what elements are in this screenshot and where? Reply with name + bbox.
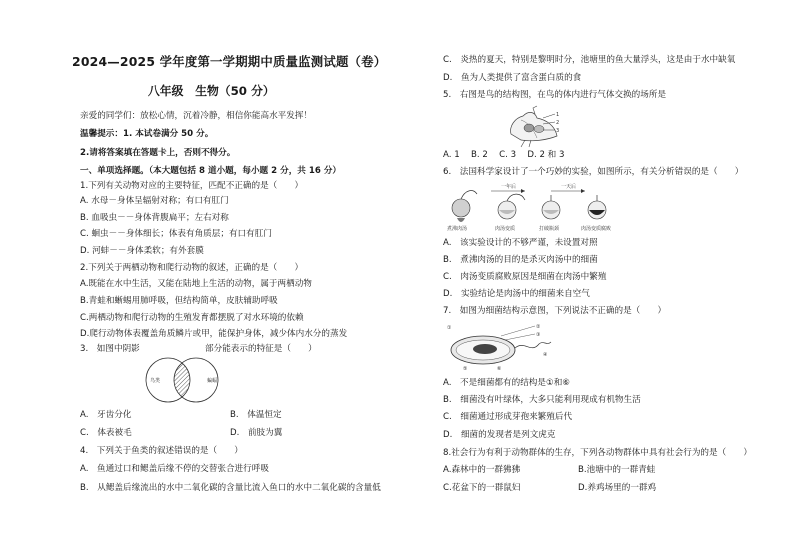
q5-options: A. 1 B. 2 C. 3 D. 2 和 3: [443, 150, 565, 160]
q3-stem-a: 3. 如图中阴影: [80, 344, 140, 354]
q8-option-b: B.池塘中的一群青蛙: [578, 465, 656, 475]
q3-option-a: A. 牙齿分化: [80, 410, 132, 420]
q7-option-d: D. 细菌的发现者是列文虎克: [443, 430, 556, 440]
bacteria-label-5: ⑤: [463, 366, 468, 372]
q5-stem: 5. 右图是鸟的结构图，在鸟的体内进行气体交换的场所是: [443, 90, 667, 100]
greeting: 亲爱的同学们：放松心情，沉着冷静，相信你能高水平发挥！: [80, 111, 313, 121]
flask-experiment-figure: [443, 180, 633, 232]
flask-caption-4: 肉汤变质腐败: [581, 226, 612, 232]
bacteria-label-6: ⑥: [497, 366, 502, 372]
q7-option-b: B. 细菌没有叶绿体，大多只能利用现成有机物生活: [443, 395, 641, 405]
q6-option-b: B. 煮沸肉汤的目的是杀灭肉汤中的细菌: [443, 255, 598, 265]
q1-stem: 1.下列有关动物对应的主要特征，匹配不正确的是（ ）: [80, 181, 304, 191]
flask-label-year: 一年后: [501, 184, 517, 190]
bird-label-1: 1: [556, 112, 560, 118]
q2-option-c: C.两栖动物和爬行动物的生殖发育都摆脱了对水环境的依赖: [80, 313, 304, 323]
q4-stem: 4. 下列关于鱼类的叙述错误的是（ ）: [80, 446, 243, 456]
q6-stem: 6. 法国科学家设计了一个巧妙的实验，如图所示，有关分析错误的是（ ）: [443, 167, 744, 177]
bird-label-2: 2: [556, 120, 560, 126]
q2-option-d: D.爬行动物体表覆盖角质鳞片或甲，能保护身体，减少体内水分的蒸发: [80, 329, 348, 339]
bacteria-label-3: ③: [536, 332, 541, 338]
q2-stem: 2.下列关于两栖动物和爬行动物的叙述，正确的是（ ）: [80, 263, 304, 273]
q2-option-a: A.既能在水中生活，又能在陆地上生活的动物，属于两栖动物: [80, 279, 312, 289]
q1-option-a: A. 水母－身体呈辐射对称；有口有肛门: [80, 196, 229, 206]
q1-option-d: D. 河蚌－－身体柔软；有外套膜: [80, 246, 204, 256]
bacteria-label-1: ①: [447, 325, 452, 331]
q6-option-c: C. 肉汤变质腐败原因是细菌在肉汤中繁殖: [443, 272, 607, 282]
bird-label-3: 3: [556, 128, 560, 134]
q3-option-b: B. 体温恒定: [230, 410, 282, 420]
venn-left-label: 鸟类: [150, 378, 161, 384]
flask-label-day: 一天后: [561, 184, 577, 190]
q7-option-c: C. 细菌通过形成芽孢来繁殖后代: [443, 412, 573, 422]
q8-stem: 8.社会行为有利于动物群体的生存，下列各动物群体中具有社会行为的是（ ）: [443, 448, 752, 458]
page-subtitle: 八年级 生物（50 分）: [148, 84, 275, 98]
q4-option-a: A. 鱼通过口和鳃盖后缘不停的交替张合进行呼吸: [80, 464, 269, 474]
tip-1: 温馨提示：1. 本试卷满分 50 分。: [80, 129, 214, 139]
q4-option-d: D. 鱼为人类提供了富含蛋白质的食: [443, 73, 582, 83]
q1-option-b: B. 血吸虫－－身体背腹扁平；左右对称: [80, 213, 229, 223]
q3-stem-b: 部分能表示的特征是（ ）: [205, 344, 317, 354]
q6-option-a: A. 该实验设计的不够严谨，未设置对照: [443, 238, 598, 248]
q3-option-c: C. 体表被毛: [80, 428, 132, 438]
bacteria-label-4: ④: [543, 352, 548, 358]
venn-right-label: 蝙蝠: [207, 378, 218, 384]
section-heading: 一、单项选择题。（本大题包括 8 道小题，每小题 2 分，共 16 分）: [80, 166, 342, 176]
venn-diagram: [128, 355, 248, 405]
q4-option-c: C. 炎热的夏天，特别是黎明时分，池塘里的鱼大量浮头，这是由于水中缺氧: [443, 55, 736, 65]
q7-stem: 7. 如图为细菌结构示意图，下列说法不正确的是（ ）: [443, 306, 667, 316]
q4-option-b: B. 从鳃盖后缘流出的水中二氧化碳的含量比流入鱼口的水中二氧化碳的含量低: [80, 483, 381, 493]
flask-caption-3: 打破瓶颈: [539, 226, 560, 232]
page-title: 2024—2025 学年度第一学期期中质量监测试题（卷）: [72, 54, 387, 69]
q8-option-d: D.养鸡场里的一群鸡: [578, 483, 657, 493]
q7-option-a: A. 不是细菌都有的结构是①和⑥: [443, 378, 570, 388]
q8-option-c: C.花盆下的一群鼠妇: [443, 483, 521, 493]
tip-2: 2.请将答案填在答题卡上，否则不得分。: [80, 148, 236, 158]
flask-caption-2: 肉汤变质: [495, 226, 516, 232]
q6-option-d: D. 实验结论是肉汤中的细菌来自空气: [443, 289, 590, 299]
flask-caption-1: 煮沸肉汤: [447, 226, 468, 232]
bacteria-label-2: ②: [536, 324, 541, 330]
q8-option-a: A.森林中的一群狒狒: [443, 465, 521, 475]
q3-option-d: D. 前肢为翼: [230, 428, 283, 438]
bird-structure-figure: [503, 104, 563, 148]
q2-option-b: B.青蛙和蜥蜴用肺呼吸，但结构简单，皮肤辅助呼吸: [80, 296, 278, 306]
bacteria-structure-figure: [443, 320, 553, 372]
q1-option-c: C. 蛔虫－－身体细长；体表有角质层；有口有肛门: [80, 229, 272, 239]
